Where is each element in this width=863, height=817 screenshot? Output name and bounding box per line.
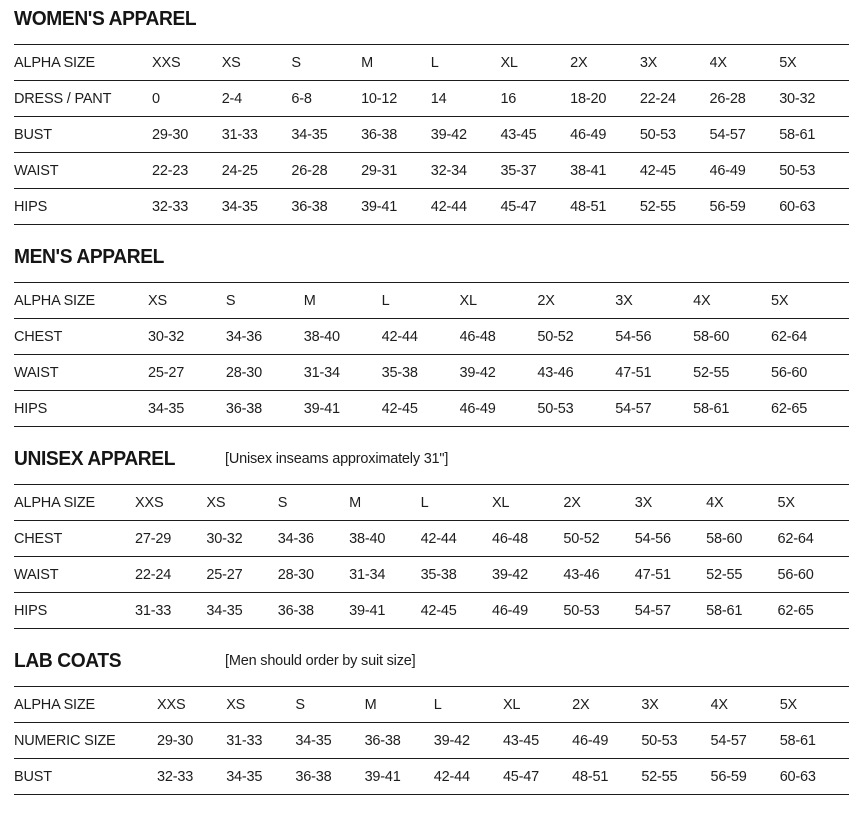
size-cell: 22-24	[639, 90, 676, 107]
size-cell: 4X	[706, 494, 724, 511]
size-table-womens-apparel	[14, 44, 849, 225]
size-cell: 54-56	[615, 328, 652, 345]
size-cell: 36-38	[277, 602, 314, 619]
row-label: ALPHA SIZE	[14, 54, 96, 71]
size-cell: 26-28	[291, 162, 328, 179]
size-cell: 43-45	[500, 126, 537, 143]
size-cell: 5X	[779, 696, 798, 713]
size-cell: 39-42	[491, 566, 529, 583]
size-cell: 34-36	[225, 328, 262, 345]
row-label: ALPHA SIZE	[14, 696, 96, 713]
lab-coats-suit-size-note: [Men should order by suit size]	[225, 653, 416, 669]
size-cell: 28-30	[277, 566, 314, 583]
size-cell: 34-35	[206, 602, 243, 619]
table-row	[14, 593, 849, 629]
size-cell: 31-33	[221, 126, 258, 143]
section-header	[14, 650, 849, 674]
size-table-mens-apparel	[14, 282, 849, 427]
size-cell: 34-35	[148, 400, 185, 417]
size-cell: 30-32	[779, 90, 816, 107]
size-cell: 50-53	[639, 126, 676, 143]
row-label: BUST	[14, 126, 52, 143]
size-cell: 42-45	[420, 602, 457, 619]
size-cell: XL	[500, 54, 518, 71]
size-cell: 34-35	[291, 126, 328, 143]
size-cell: 39-41	[364, 768, 401, 785]
size-cell: 18-20	[570, 90, 607, 107]
size-cell: 50-53	[563, 602, 600, 619]
table-row	[14, 81, 849, 117]
size-cell: 46-49	[459, 400, 496, 417]
table-row	[14, 319, 849, 355]
size-cell: 36-38	[291, 198, 328, 215]
table-row	[14, 687, 849, 723]
size-cell: 31-34	[349, 566, 386, 583]
size-cell: XL	[491, 494, 510, 511]
size-cell: L	[430, 54, 439, 71]
size-cell: 56-59	[710, 768, 747, 785]
size-cell: 38-41	[570, 162, 607, 179]
size-cell: 39-42	[459, 364, 496, 381]
table-row	[14, 355, 849, 391]
size-cell: 22-24	[135, 566, 172, 583]
size-cell: 34-35	[221, 198, 258, 215]
section-header	[14, 448, 849, 472]
size-cell: 2X	[563, 494, 581, 511]
size-cell: 46-49	[570, 126, 607, 143]
size-cell: 39-42	[430, 126, 467, 143]
size-cell: 50-52	[537, 328, 574, 345]
table-row	[14, 117, 849, 153]
size-cell: 31-34	[303, 364, 340, 381]
size-cell: 35-38	[420, 566, 457, 583]
size-cell: 43-46	[563, 566, 600, 583]
size-cell: 34-36	[277, 530, 314, 547]
section-mens-apparel	[14, 246, 849, 427]
row-label: HIPS	[14, 400, 48, 417]
size-cell: 28-30	[225, 364, 262, 381]
size-cell: 54-57	[634, 602, 671, 619]
size-cell: 42-44	[420, 530, 457, 547]
table-row	[14, 557, 849, 593]
size-cell: 2X	[537, 292, 555, 309]
size-cell: S	[225, 292, 236, 309]
size-cell: 35-37	[500, 162, 537, 179]
size-cell: 32-33	[157, 768, 194, 785]
size-cell: 32-34	[430, 162, 467, 179]
size-cell: 46-49	[709, 162, 746, 179]
size-cell: 42-45	[381, 400, 418, 417]
table-row	[14, 759, 849, 795]
size-cell: 58-61	[779, 126, 816, 143]
size-cell: 52-55	[693, 364, 730, 381]
size-cell: 5X	[777, 494, 795, 511]
size-cell: XS	[226, 696, 246, 713]
size-cell: 45-47	[502, 768, 540, 785]
size-cell: 52-55	[639, 198, 676, 215]
size-cell: 58-61	[693, 400, 730, 417]
size-cell: 36-38	[295, 768, 332, 785]
size-cell: 3X	[641, 696, 659, 713]
size-cell: 46-48	[491, 530, 529, 547]
size-cell: 4X	[709, 54, 727, 71]
size-cell: 43-46	[537, 364, 574, 381]
section-womens-apparel	[14, 8, 849, 225]
size-cell: 36-38	[361, 126, 398, 143]
size-cell: 25-27	[206, 566, 243, 583]
size-cell: 4X	[693, 292, 711, 309]
row-label: DRESS / PANT	[14, 90, 112, 107]
size-cell: 6-8	[291, 90, 312, 107]
size-cell: 50-53	[537, 400, 574, 417]
table-row	[14, 485, 849, 521]
size-cell: 50-53	[641, 732, 678, 749]
section-title-unisex-apparel: UNISEX APPAREL	[14, 448, 176, 470]
size-table-lab-coats	[14, 686, 849, 795]
size-cell: 52-55	[641, 768, 678, 785]
size-cell: 62-65	[777, 602, 814, 619]
table-row	[14, 391, 849, 427]
size-cell: 46-49	[491, 602, 529, 619]
size-cell: 38-40	[349, 530, 386, 547]
size-cell: 56-60	[777, 566, 814, 583]
section-title-mens-apparel: MEN'S APPAREL	[14, 246, 164, 268]
section-header	[14, 246, 849, 270]
size-cell: 36-38	[364, 732, 401, 749]
size-cell: 29-30	[157, 732, 194, 749]
row-label: WAIST	[14, 566, 59, 583]
size-cell: 3X	[634, 494, 653, 511]
size-cell: 42-45	[639, 162, 676, 179]
size-cell: 42-44	[433, 768, 470, 785]
size-cell: 62-65	[771, 400, 808, 417]
size-cell: 62-64	[771, 328, 808, 345]
size-cell: 46-49	[572, 732, 609, 749]
size-cell: 34-35	[295, 732, 332, 749]
size-cell: 56-60	[771, 364, 808, 381]
table-row	[14, 521, 849, 557]
size-cell: XS	[148, 292, 167, 309]
size-cell: M	[364, 696, 377, 713]
size-cell: XS	[221, 54, 241, 71]
size-cell: 30-32	[206, 530, 243, 547]
size-cell: 48-51	[570, 198, 607, 215]
size-cell: 39-42	[433, 732, 470, 749]
size-cell: 58-60	[693, 328, 730, 345]
size-cell: 5X	[771, 292, 789, 309]
size-cell: 25-27	[148, 364, 185, 381]
size-cell: 52-55	[706, 566, 743, 583]
size-cell: 50-53	[779, 162, 816, 179]
section-title-lab-coats: LAB COATS	[14, 650, 122, 672]
table-row	[14, 45, 849, 81]
size-cell: 38-40	[303, 328, 340, 345]
size-cell: 35-38	[381, 364, 418, 381]
size-cell: XL	[459, 292, 477, 309]
size-cell: XXS	[135, 494, 164, 511]
size-cell: 29-31	[361, 162, 398, 179]
size-cell: S	[291, 54, 301, 71]
size-cell: XXS	[157, 696, 186, 713]
table-row	[14, 189, 849, 225]
size-cell: 30-32	[148, 328, 185, 345]
size-cell: 45-47	[500, 198, 537, 215]
size-cell: 16	[500, 90, 517, 107]
row-label: BUST	[14, 768, 52, 785]
size-cell: 47-51	[634, 566, 671, 583]
size-cell: 39-41	[349, 602, 386, 619]
size-cell: S	[277, 494, 288, 511]
size-cell: 47-51	[615, 364, 652, 381]
size-cell: 36-38	[225, 400, 262, 417]
section-header	[14, 8, 849, 32]
table-row	[14, 723, 849, 759]
size-cell: 60-63	[779, 768, 816, 785]
size-cell: XL	[502, 696, 521, 713]
size-cell: 31-33	[135, 602, 172, 619]
size-cell: 56-59	[709, 198, 746, 215]
size-cell: 26-28	[709, 90, 746, 107]
section-lab-coats	[14, 650, 849, 795]
row-label: WAIST	[14, 162, 59, 179]
size-table-unisex-apparel	[14, 484, 849, 629]
size-cell: XS	[206, 494, 226, 511]
size-cell: 24-25	[221, 162, 258, 179]
unisex-inseam-note: [Unisex inseams approximately 31"]	[225, 451, 449, 467]
size-cell: M	[349, 494, 362, 511]
size-cell: 42-44	[430, 198, 467, 215]
size-cell: 48-51	[572, 768, 609, 785]
size-cell: 14	[430, 90, 447, 107]
size-cell: 32-33	[152, 198, 189, 215]
size-cell: 54-57	[710, 732, 747, 749]
size-cell: L	[420, 494, 429, 511]
size-cell: 4X	[710, 696, 728, 713]
table-row	[14, 283, 849, 319]
size-cell: 22-23	[152, 162, 189, 179]
size-cell: 39-41	[303, 400, 340, 417]
row-label: ALPHA SIZE	[14, 292, 96, 309]
size-cell: 10-12	[361, 90, 398, 107]
row-label: HIPS	[14, 602, 48, 619]
size-cell: L	[433, 696, 442, 713]
size-cell: 5X	[779, 54, 797, 71]
size-cell: XXS	[152, 54, 181, 71]
table-row	[14, 153, 849, 189]
row-label: WAIST	[14, 364, 59, 381]
row-label: ALPHA SIZE	[14, 494, 96, 511]
size-cell: M	[361, 54, 373, 71]
size-cell: 54-57	[709, 126, 746, 143]
row-label: HIPS	[14, 198, 48, 215]
size-cell: 58-61	[706, 602, 743, 619]
size-cell: 39-41	[361, 198, 398, 215]
size-cell: 46-48	[459, 328, 496, 345]
size-cell: L	[381, 292, 390, 309]
size-cell: 27-29	[135, 530, 172, 547]
size-cell: 58-61	[779, 732, 816, 749]
size-cell: 60-63	[779, 198, 816, 215]
size-cell: 31-33	[226, 732, 263, 749]
size-cell: 29-30	[152, 126, 189, 143]
size-cell: 0	[152, 90, 160, 107]
size-cell: 54-57	[615, 400, 652, 417]
size-cell: 58-60	[706, 530, 743, 547]
size-cell: 2X	[572, 696, 590, 713]
row-label: NUMERIC SIZE	[14, 732, 116, 749]
size-cell: 62-64	[777, 530, 814, 547]
row-label: CHEST	[14, 530, 63, 547]
size-cell: 34-35	[226, 768, 263, 785]
size-cell: M	[303, 292, 316, 309]
size-cell: 2-4	[221, 90, 243, 107]
row-label: CHEST	[14, 328, 63, 345]
size-cell: 50-52	[563, 530, 600, 547]
size-cell: 2X	[570, 54, 588, 71]
size-cell: 54-56	[634, 530, 671, 547]
size-cell: 42-44	[381, 328, 418, 345]
size-cell: 3X	[615, 292, 633, 309]
size-cell: S	[295, 696, 305, 713]
section-title-womens-apparel: WOMEN'S APPAREL	[14, 8, 197, 30]
size-cell: 3X	[639, 54, 658, 71]
section-unisex-apparel	[14, 448, 849, 629]
size-cell: 43-45	[502, 732, 540, 749]
